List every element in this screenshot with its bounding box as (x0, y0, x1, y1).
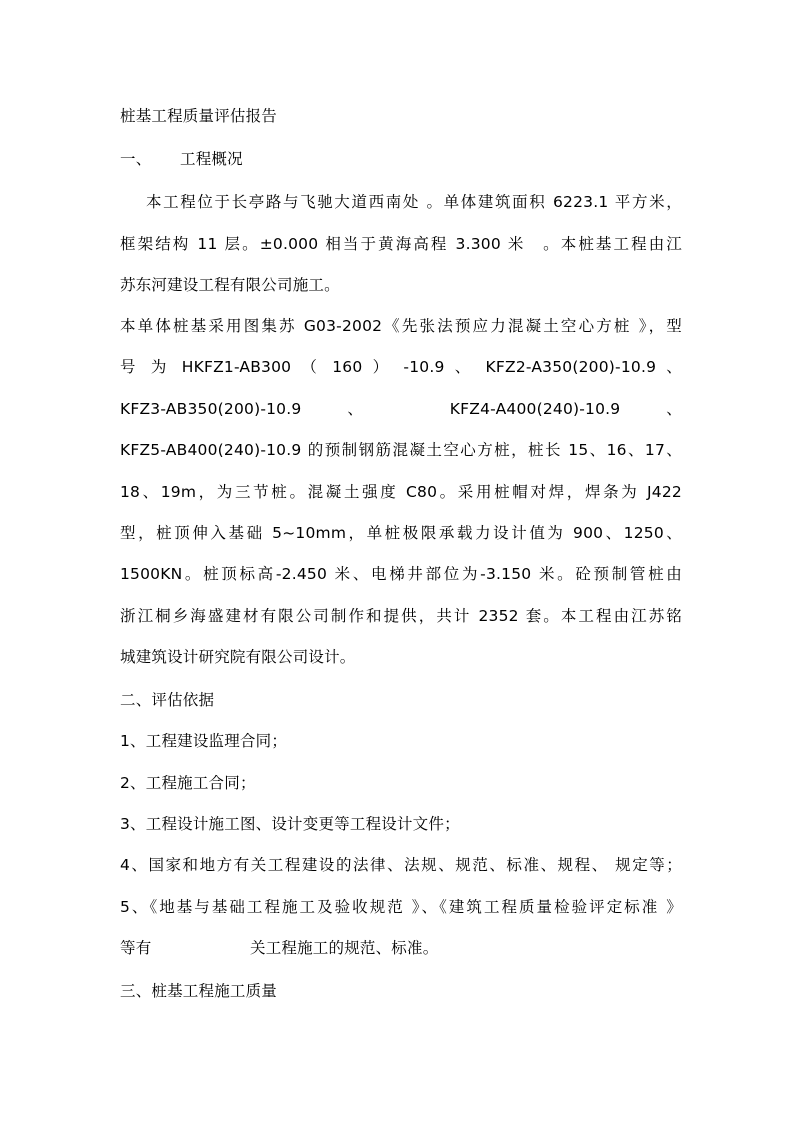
paragraph-line: 号 为 HKFZ1-AB300 （ 160 ） -10.9 、 KFZ2-A350(200)-10.9 、 (120, 358, 682, 376)
section-2-title: 二、评估依据 (120, 691, 215, 709)
paragraph-line: 框架结构 11 层。±0.000 相当于黄海高程 3.300 米 。本桩基工程由江 (120, 235, 682, 253)
list-item: 4、国家和地方有关工程建设的法律、法规、规范、标准、规程、 规定等； (120, 856, 682, 874)
section-1-title: 工程概况 (180, 150, 243, 168)
paragraph-line: 18、19m，为三节桩。混凝土强度 C80。采用桩帽对焊，焊条为 J422 (120, 483, 682, 501)
list-item-continuation-left: 等有 (120, 939, 152, 957)
list-item: 5、《地基与基础工程施工及验收规范 》、《建筑工程质量检验评定标准 》 (120, 898, 682, 916)
list-item-continuation-right: 关工程施工的规范、标准。 (250, 939, 439, 957)
paragraph-line: 苏东河建设工程有限公司施工。 (120, 276, 340, 294)
paragraph-line: KFZ5-AB400(240)-10.9 的预制钢筋混凝土空心方桩，桩长 15、16、17、 (120, 441, 682, 459)
paragraph-line: 型，桩顶伸入基础 5~10mm，单桩极限承载力设计值为 900、1250、 (120, 524, 682, 542)
section-1-number: 一、 (120, 150, 152, 168)
section-3-title: 三、桩基工程施工质量 (120, 982, 278, 1000)
paragraph-line: 1500KN。桩顶标高-2.450 米、电梯井部位为-3.150 米。砼预制管桩由 (120, 565, 682, 583)
list-item: 1、工程建设监理合同； (120, 732, 288, 750)
list-item: 3、工程设计施工图、设计变更等工程设计文件； (120, 815, 460, 833)
list-item: 2、工程施工合同； (120, 774, 256, 792)
paragraph-line: KFZ3-AB350(200)-10.9 、 KFZ4-A400(240)-10.9 、 (120, 400, 682, 418)
paragraph-line: 浙江桐乡海盛建材有限公司制作和提供，共计 2352 套。本工程由江苏铭 (120, 607, 682, 625)
paragraph-line: 城建筑设计研究院有限公司设计。 (120, 648, 356, 666)
document-title: 桩基工程质量评估报告 (120, 107, 278, 125)
paragraph-line: 本单体桩基采用图集苏 G03-2002《先张法预应力混凝土空心方桩 》，型 (120, 317, 682, 335)
paragraph-line: 本工程位于长亭路与飞驰大道西南处 。单体建筑面积 6223.1 平方米， (146, 193, 682, 211)
